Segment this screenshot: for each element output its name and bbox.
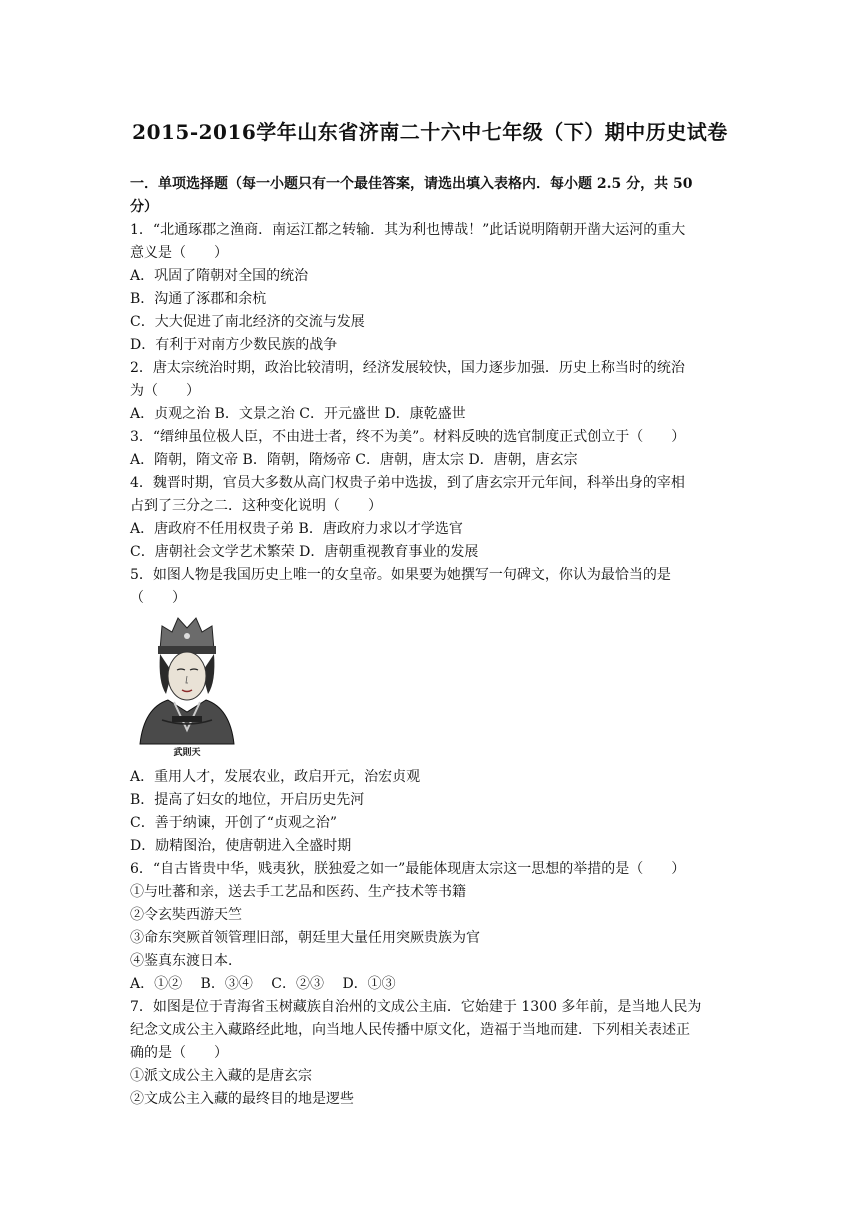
q5-option-c: C．善于纳谏，开创了“贞观之治” — [130, 815, 338, 831]
q7-item-2: ②文成公主入藏的最终目的地是逻些 — [130, 1091, 354, 1107]
q2-options: A．贞观之治 B．文景之治 C．开元盛世 D．康乾盛世 — [130, 406, 466, 422]
q7-item-1: ①派文成公主入藏的是唐玄宗 — [130, 1068, 312, 1084]
q5-stem-cont: （ ） — [130, 590, 186, 606]
q1-option-b: B．沟通了涿郡和余杭 — [130, 291, 267, 307]
section-heading-cont: 分） — [130, 199, 158, 215]
q4-options-1: A．唐政府不任用权贵子弟 B．唐政府力求以才学选官 — [130, 521, 463, 537]
q5-option-b: B．提高了妇女的地位，开启历史先河 — [130, 792, 365, 808]
q6-stem: 6．“自古皆贵中华，贱夷狄，朕独爱之如一”最能体现唐太宗这一思想的举措的是（ ） — [130, 861, 686, 877]
q4-options-2: C．唐朝社会文学艺术繁荣 D．唐朝重视教育事业的发展 — [130, 544, 479, 560]
q1-stem: 1．“北通琢郡之渔商．南运江都之转输．其为利也博哉！”此话说明隋朝开凿大运河的重大 — [130, 222, 686, 238]
q6-item-3: ③命东突厥首领管理旧部，朝廷里大量任用突厥贵族为官 — [130, 930, 480, 946]
q6-options: A．①② B．③④ C．②③ D．①③ — [130, 976, 396, 992]
q4-stem: 4．魏晋时期，官员大多数从高门权贵子弟中选拔，到了唐玄宗开元年间，科举出身的宰相 — [130, 475, 685, 491]
q4-stem-cont: 占到了三分之二．这种变化说明（ ） — [130, 498, 382, 514]
q2-stem-cont: 为（ ） — [130, 383, 200, 399]
q7-stem: 7．如图是位于青海省玉树藏族自治州的文成公主庙．它始建于 1300 多年前，是当地人民为 — [130, 999, 702, 1015]
q7-stem-cont-2: 确的是（ ） — [130, 1045, 228, 1061]
empress-portrait-image — [132, 612, 242, 758]
q1-option-a: A．巩固了隋朝对全国的统治 — [130, 268, 309, 284]
q3-stem: 3．“缙绅虽位极人臣，不由进士者，终不为美”。材料反映的选官制度正式创立于（ ） — [130, 429, 686, 445]
exam-body — [130, 173, 734, 1111]
q7-stem-cont-1: 纪念文成公主入藏路经此地，向当地人民传播中原文化，造福于当地而建．下列相关表述正 — [130, 1022, 690, 1038]
q5-stem: 5．如图人物是我国历史上唯一的女皇帝。如果要为她撰写一句碑文，你认为最恰当的是 — [130, 567, 671, 583]
q6-item-1: ①与吐蕃和亲，送去手工艺品和医药、生产技术等书籍 — [130, 884, 466, 900]
q2-stem: 2．唐太宗统治时期，政治比较清明，经济发展较快，国力逐步加强．历史上称当时的统治 — [130, 360, 685, 376]
q3-options: A．隋朝，隋文帝 B．隋朝，隋炀帝 C．唐朝，唐太宗 D．唐朝，唐玄宗 — [130, 452, 578, 468]
q1-option-c: C．大大促进了南北经济的交流与发展 — [130, 314, 365, 330]
q6-item-2: ②令玄奘西游天竺 — [130, 907, 242, 923]
q5-option-d: D．励精图治，使唐朝进入全盛时期 — [130, 838, 352, 854]
q1-stem-cont: 意义是（ ） — [130, 245, 228, 261]
q5-option-a: A．重用人才，发展农业，政启开元，治宏贞观 — [130, 769, 421, 785]
q1-option-d: D．有利于对南方少数民族的战争 — [130, 337, 338, 353]
q6-item-4: ④鉴真东渡日本． — [130, 953, 242, 969]
section-heading: 一．单项选择题（每一小题只有一个最佳答案，请选出填入表格内．每小题 2.5 分，共 50 — [130, 176, 693, 192]
portrait-caption: 武則天 — [173, 748, 201, 758]
page-title: 2015-2016学年山东省济南二十六中七年级（下）期中历史试卷 — [132, 120, 728, 144]
